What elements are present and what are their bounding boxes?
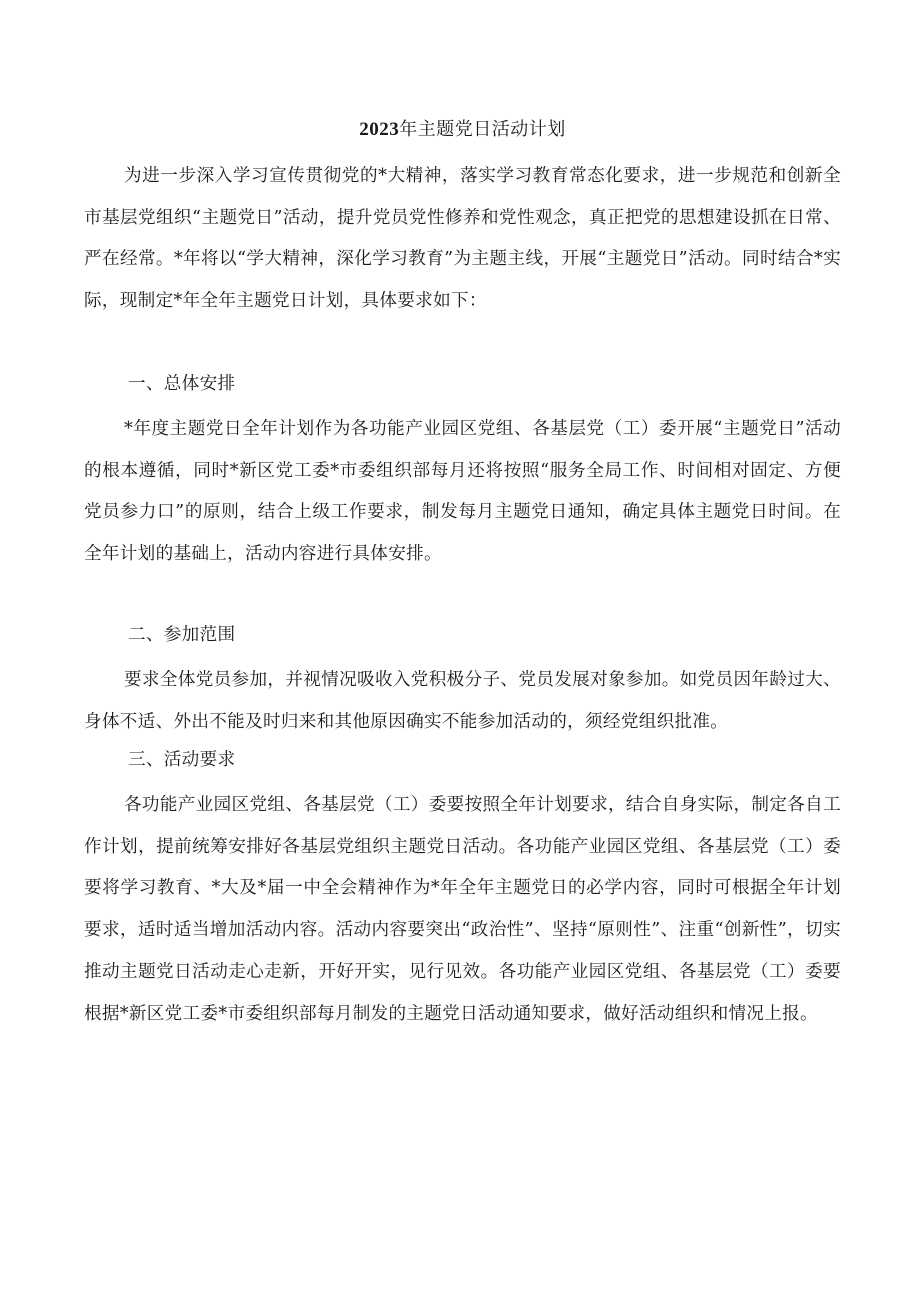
section-body-activity-requirements: 各功能产业园区党组、各基层党（工）委要按照全年计划要求，结合自身实际，制定各自工作计划，提前统筹安排好各基层党组织主题党日活动。各功能产业园区党组、各基层党（工）委要将学习教育、*大及*届一中全会精神作为*年全年主题党日的必学内容，同时可根据全年计划要求，适时适当增加活动内容。活动内容要突出“政治性”、坚持“原则性”、注重“创新性”，切实推动主题党日活动走心走新，开好开实，见行见效。各功能产业园区党组、各基层党（工）委要根据*新区党工委*市委组织部每月制发的主题党日活动通知要求，做好活动组织和情况上报。 [84,795,841,1024]
document-title [84,116,841,144]
section-heading-activity-requirements: 三、活动要求 [128,750,236,770]
section-body-participation-scope: 要求全体党员参加，并视情况吸收入党积极分子、党员发展对象参加。如党员因年龄过大、身体不适、外出不能及时归来和其他原因确实不能参加活动的，须经党组织批准。 [84,670,841,732]
title-year: 2023 [359,119,400,140]
title-text: 年主题党日活动计划 [399,119,566,140]
section-heading-overall-arrangement: 一、总体安排 [128,374,236,394]
section-body-overall-arrangement: *年度主题党日全年计划作为各功能产业园区党组、各基层党（工）委开展“主题党日”活动的根本遵循，同时*新区党工委*市委组织部每月还将按照“服务全局工作、时间相对固定、方便党员参力口”的原则，结合上级工作要求，制发每月主题党日通知，确定具体主题党日时间。在全年计划的基础上，活动内容进行具体安排。 [84,419,841,565]
section-heading-participation-scope: 二、参加范围 [128,625,236,645]
intro-paragraph: 为进一步深入学习宣传贯彻党的*大精神，落实学习教育常态化要求，进一步规范和创新全市基层党组织“主题党日”活动，提升党员党性修养和党性观念，真正把党的思想建设抓在日常、严在经常。*年将以“学大精神，深化学习教育”为主题主线，开展“主题党日”活动。同时结合*实际，现制定*年全年主题党日计划，具体要求如下： [84,166,841,312]
